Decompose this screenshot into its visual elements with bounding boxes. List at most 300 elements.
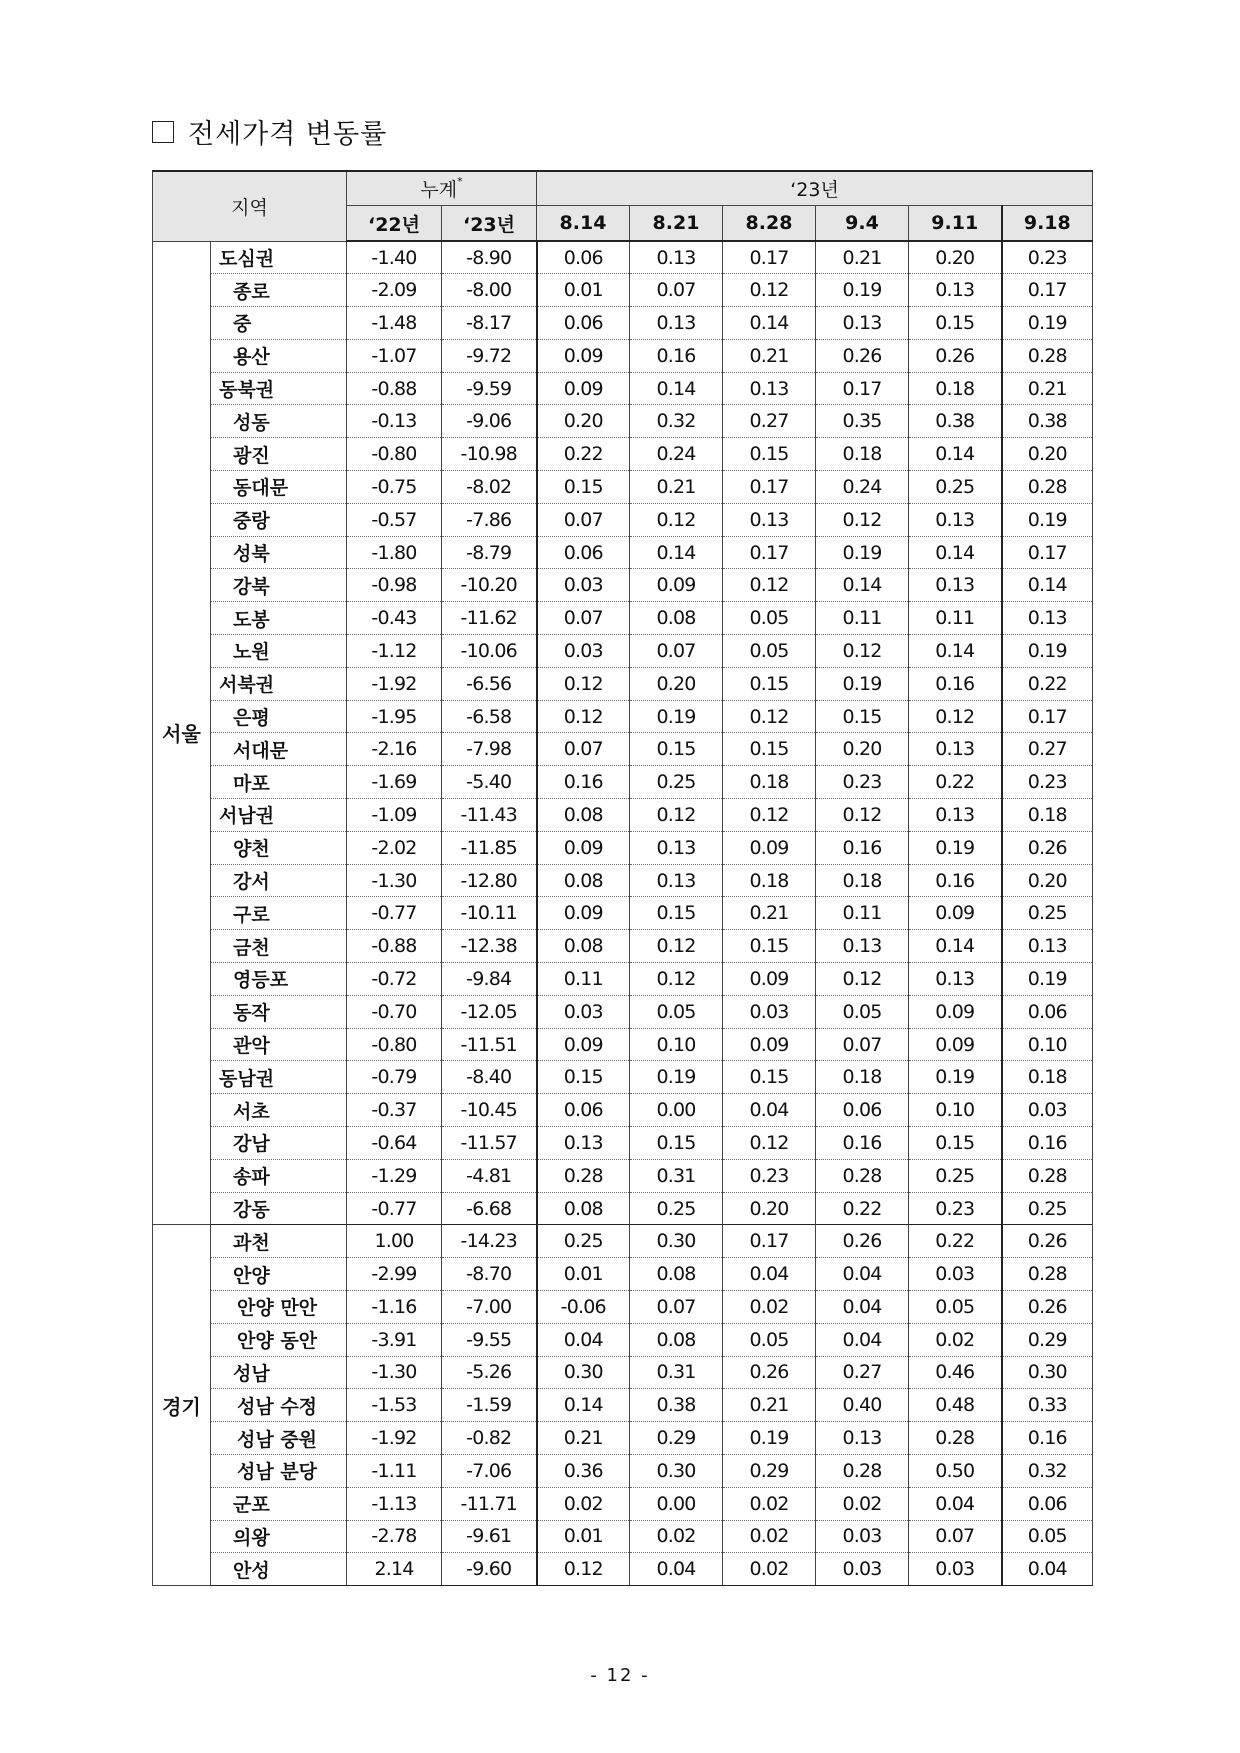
value-cell: 0.22 [909, 1225, 1002, 1258]
value-cell: -2.09 [347, 274, 442, 307]
region-name: 양천 [211, 831, 347, 864]
value-cell: 0.12 [723, 274, 816, 307]
value-cell: 0.03 [537, 635, 630, 668]
value-cell: 0.14 [909, 930, 1002, 963]
value-cell: 0.30 [1002, 1356, 1093, 1389]
value-cell: 0.13 [909, 569, 1002, 602]
region-name: 동남권 [211, 1061, 347, 1094]
value-cell: -1.29 [347, 1159, 442, 1192]
value-cell: 0.28 [537, 1159, 630, 1192]
value-cell: -4.81 [442, 1159, 537, 1192]
value-cell: 0.46 [909, 1356, 1002, 1389]
region-name: 영등포 [211, 963, 347, 996]
region-name: 노원 [211, 635, 347, 668]
value-cell: 0.06 [537, 536, 630, 569]
value-cell: 0.19 [630, 1061, 723, 1094]
value-cell: 0.12 [630, 799, 723, 832]
value-cell: 0.28 [1002, 1258, 1093, 1291]
value-cell: -11.85 [442, 831, 537, 864]
table-row [153, 1225, 1093, 1258]
value-cell: 0.20 [1002, 438, 1093, 471]
value-cell: -0.70 [347, 995, 442, 1028]
value-cell: -9.59 [442, 372, 537, 405]
value-cell: 0.15 [723, 733, 816, 766]
value-cell: 0.15 [723, 930, 816, 963]
table-row [153, 1094, 1093, 1127]
region-name: 용산 [211, 339, 347, 372]
value-cell: 0.06 [816, 1094, 909, 1127]
value-cell: 0.12 [630, 963, 723, 996]
value-cell: 0.16 [630, 339, 723, 372]
value-cell: -1.53 [347, 1389, 442, 1422]
value-cell: 0.09 [723, 831, 816, 864]
header-cumulative: 누계* [347, 171, 537, 206]
value-cell: 0.21 [537, 1422, 630, 1455]
value-cell: 0.09 [537, 1028, 630, 1061]
value-cell: 0.02 [723, 1553, 816, 1586]
value-cell: -8.40 [442, 1061, 537, 1094]
value-cell: -1.30 [347, 864, 442, 897]
value-cell: 0.12 [537, 667, 630, 700]
value-cell: 0.05 [909, 1291, 1002, 1324]
value-cell: -9.61 [442, 1520, 537, 1553]
value-cell: 0.13 [909, 733, 1002, 766]
value-cell: -1.40 [347, 241, 442, 274]
value-cell: 0.19 [909, 1061, 1002, 1094]
table-row [153, 1127, 1093, 1160]
value-cell: 0.09 [537, 897, 630, 930]
value-cell: 0.19 [723, 1422, 816, 1455]
value-cell: 0.09 [630, 569, 723, 602]
value-cell: -1.16 [347, 1291, 442, 1324]
value-cell: 0.13 [909, 274, 1002, 307]
value-cell: -7.00 [442, 1291, 537, 1324]
value-cell: 0.30 [630, 1454, 723, 1487]
value-cell: 0.09 [537, 372, 630, 405]
group-label: 경기 [153, 1225, 211, 1586]
value-cell: 0.12 [909, 700, 1002, 733]
region-name: 마포 [211, 766, 347, 799]
value-cell: 0.16 [816, 831, 909, 864]
value-cell: 0.15 [630, 733, 723, 766]
region-name: 성남 분당 [211, 1454, 347, 1487]
group-label: 서울 [153, 241, 211, 1225]
value-cell: 0.02 [630, 1520, 723, 1553]
value-cell: 0.13 [816, 930, 909, 963]
value-cell: 0.11 [537, 963, 630, 996]
table-row [153, 1356, 1093, 1389]
value-cell: 0.09 [537, 831, 630, 864]
header-col: ‘22년 [347, 206, 442, 242]
value-cell: 0.12 [816, 503, 909, 536]
value-cell: 0.03 [537, 995, 630, 1028]
value-cell: 0.19 [630, 700, 723, 733]
region-name: 성남 중원 [211, 1422, 347, 1455]
value-cell: 0.28 [1002, 471, 1093, 504]
table-row [153, 1061, 1093, 1094]
header-col: 8.21 [630, 206, 723, 242]
table-row [153, 831, 1093, 864]
value-cell: -1.92 [347, 667, 442, 700]
value-cell: 0.10 [1002, 1028, 1093, 1061]
value-cell: 0.02 [909, 1323, 1002, 1356]
value-cell: -1.09 [347, 799, 442, 832]
region-name: 성남 수정 [211, 1389, 347, 1422]
value-cell: 0.20 [630, 667, 723, 700]
region-name: 동대문 [211, 471, 347, 504]
value-cell: 0.15 [816, 700, 909, 733]
value-cell: -10.11 [442, 897, 537, 930]
value-cell: 0.08 [630, 1323, 723, 1356]
value-cell: -0.13 [347, 405, 442, 438]
value-cell: 0.33 [1002, 1389, 1093, 1422]
value-cell: 0.03 [909, 1258, 1002, 1291]
value-cell: 0.18 [723, 864, 816, 897]
value-cell: 0.04 [816, 1258, 909, 1291]
value-cell: 0.14 [816, 569, 909, 602]
value-cell: 0.12 [723, 799, 816, 832]
value-cell: 0.19 [816, 536, 909, 569]
value-cell: -9.72 [442, 339, 537, 372]
value-cell: -2.16 [347, 733, 442, 766]
checkbox-icon [152, 121, 174, 143]
value-cell: 0.14 [909, 438, 1002, 471]
region-name: 안양 [211, 1258, 347, 1291]
value-cell: 0.29 [630, 1422, 723, 1455]
value-cell: -9.06 [442, 405, 537, 438]
value-cell: 0.01 [537, 1520, 630, 1553]
value-cell: 0.13 [630, 307, 723, 340]
value-cell: 0.16 [1002, 1422, 1093, 1455]
region-name: 동북권 [211, 372, 347, 405]
value-cell: -0.43 [347, 602, 442, 635]
title-text: 전세가격 변동률 [188, 119, 388, 150]
value-cell: 0.08 [630, 1258, 723, 1291]
value-cell: 0.12 [816, 799, 909, 832]
value-cell: 1.00 [347, 1225, 442, 1258]
value-cell: 0.04 [537, 1323, 630, 1356]
value-cell: 0.02 [816, 1487, 909, 1520]
value-cell: 0.09 [537, 339, 630, 372]
value-cell: 0.23 [1002, 241, 1093, 274]
value-cell: 0.14 [537, 1389, 630, 1422]
value-cell: 0.20 [723, 1192, 816, 1225]
value-cell: 0.21 [816, 241, 909, 274]
value-cell: 0.07 [909, 1520, 1002, 1553]
value-cell: -2.02 [347, 831, 442, 864]
value-cell: 0.31 [630, 1356, 723, 1389]
table-row [153, 536, 1093, 569]
value-cell: -14.23 [442, 1225, 537, 1258]
value-cell: 0.15 [537, 1061, 630, 1094]
value-cell: 0.11 [816, 602, 909, 635]
value-cell: 0.24 [816, 471, 909, 504]
region-name: 금천 [211, 930, 347, 963]
region-name: 안성 [211, 1553, 347, 1586]
value-cell: 0.15 [909, 1127, 1002, 1160]
header-col: 9.11 [909, 206, 1002, 242]
table-row [153, 1422, 1093, 1455]
value-cell: -8.79 [442, 536, 537, 569]
value-cell: 0.04 [1002, 1553, 1093, 1586]
value-cell: 0.28 [1002, 339, 1093, 372]
region-name: 강북 [211, 569, 347, 602]
value-cell: -11.57 [442, 1127, 537, 1160]
value-cell: 0.13 [537, 1127, 630, 1160]
value-cell: 0.09 [909, 897, 1002, 930]
value-cell: -12.05 [442, 995, 537, 1028]
value-cell: 0.17 [1002, 274, 1093, 307]
value-cell: 0.21 [1002, 372, 1093, 405]
value-cell: 0.07 [537, 733, 630, 766]
value-cell: 0.13 [1002, 930, 1093, 963]
section-title [152, 112, 387, 151]
value-cell: 0.20 [816, 733, 909, 766]
value-cell: 0.09 [909, 995, 1002, 1028]
value-cell: 0.35 [816, 405, 909, 438]
region-name: 은평 [211, 700, 347, 733]
table-row [153, 569, 1093, 602]
value-cell: -0.88 [347, 930, 442, 963]
value-cell: 0.15 [723, 1061, 816, 1094]
value-cell: 0.40 [816, 1389, 909, 1422]
region-name: 안양 동안 [211, 1323, 347, 1356]
value-cell: 0.17 [723, 471, 816, 504]
value-cell: 0.17 [1002, 536, 1093, 569]
value-cell: -0.77 [347, 1192, 442, 1225]
value-cell: 0.22 [537, 438, 630, 471]
value-cell: 0.25 [1002, 1192, 1093, 1225]
value-cell: 0.25 [909, 471, 1002, 504]
value-cell: 0.08 [537, 864, 630, 897]
value-cell: -8.17 [442, 307, 537, 340]
value-cell: 0.05 [723, 1323, 816, 1356]
value-cell: 0.27 [723, 405, 816, 438]
value-cell: 0.29 [1002, 1323, 1093, 1356]
value-cell: 0.06 [537, 241, 630, 274]
value-cell: 0.09 [909, 1028, 1002, 1061]
value-cell: 0.08 [630, 602, 723, 635]
value-cell: 0.07 [630, 635, 723, 668]
value-cell: 0.14 [1002, 569, 1093, 602]
value-cell: 0.25 [537, 1225, 630, 1258]
value-cell: 0.00 [630, 1487, 723, 1520]
region-name: 구로 [211, 897, 347, 930]
table-row [153, 274, 1093, 307]
value-cell: -0.80 [347, 438, 442, 471]
value-cell: 0.01 [537, 274, 630, 307]
value-cell: 0.08 [537, 1192, 630, 1225]
value-cell: 0.23 [816, 766, 909, 799]
value-cell: 0.23 [909, 1192, 1002, 1225]
value-cell: 0.26 [1002, 831, 1093, 864]
table-row [153, 1258, 1093, 1291]
value-cell: 0.19 [1002, 963, 1093, 996]
value-cell: 0.27 [816, 1356, 909, 1389]
value-cell: -0.72 [347, 963, 442, 996]
header-col: ‘23년 [442, 206, 537, 242]
value-cell: 0.07 [537, 503, 630, 536]
value-cell: 0.17 [816, 372, 909, 405]
value-cell: -0.88 [347, 372, 442, 405]
region-name: 도봉 [211, 602, 347, 635]
value-cell: 0.21 [723, 339, 816, 372]
table-row [153, 503, 1093, 536]
table-row [153, 1159, 1093, 1192]
value-cell: 0.16 [1002, 1127, 1093, 1160]
value-cell: 0.26 [723, 1356, 816, 1389]
value-cell: 0.32 [630, 405, 723, 438]
value-cell: 0.10 [630, 1028, 723, 1061]
value-cell: 0.25 [630, 766, 723, 799]
value-cell: 0.48 [909, 1389, 1002, 1422]
value-cell: 0.20 [537, 405, 630, 438]
value-cell: 2.14 [347, 1553, 442, 1586]
value-cell: -0.79 [347, 1061, 442, 1094]
value-cell: 0.19 [1002, 307, 1093, 340]
region-name: 성남 [211, 1356, 347, 1389]
value-cell: 0.15 [723, 438, 816, 471]
value-cell: 0.16 [816, 1127, 909, 1160]
value-cell: -2.78 [347, 1520, 442, 1553]
value-cell: 0.15 [630, 897, 723, 930]
value-cell: 0.04 [723, 1094, 816, 1127]
region-name: 서초 [211, 1094, 347, 1127]
value-cell: 0.13 [630, 831, 723, 864]
value-cell: -7.86 [442, 503, 537, 536]
value-cell: -0.37 [347, 1094, 442, 1127]
value-cell: 0.18 [1002, 799, 1093, 832]
value-cell: 0.23 [723, 1159, 816, 1192]
table-row [153, 1520, 1093, 1553]
value-cell: 0.26 [909, 339, 1002, 372]
value-cell: 0.25 [909, 1159, 1002, 1192]
value-cell: -7.06 [442, 1454, 537, 1487]
value-cell: -0.57 [347, 503, 442, 536]
value-cell: 0.30 [537, 1356, 630, 1389]
table-row [153, 1192, 1093, 1225]
value-cell: 0.01 [537, 1258, 630, 1291]
table-row [153, 339, 1093, 372]
value-cell: -7.98 [442, 733, 537, 766]
value-cell: 0.18 [816, 864, 909, 897]
value-cell: 0.21 [723, 897, 816, 930]
table-row [153, 667, 1093, 700]
value-cell: 0.06 [537, 307, 630, 340]
value-cell: 0.26 [1002, 1291, 1093, 1324]
value-cell: 0.04 [816, 1291, 909, 1324]
value-cell: 0.13 [630, 241, 723, 274]
value-cell: -11.62 [442, 602, 537, 635]
value-cell: -1.69 [347, 766, 442, 799]
value-cell: -1.95 [347, 700, 442, 733]
region-name: 과천 [211, 1225, 347, 1258]
table-row [153, 930, 1093, 963]
value-cell: -0.75 [347, 471, 442, 504]
value-cell: 0.19 [1002, 635, 1093, 668]
value-cell: 0.28 [909, 1422, 1002, 1455]
table-row [153, 1323, 1093, 1356]
value-cell: -10.98 [442, 438, 537, 471]
value-cell: 0.28 [1002, 1159, 1093, 1192]
value-cell: 0.17 [723, 536, 816, 569]
value-cell: 0.14 [909, 635, 1002, 668]
value-cell: 0.07 [630, 1291, 723, 1324]
value-cell: 0.22 [816, 1192, 909, 1225]
value-cell: -0.80 [347, 1028, 442, 1061]
value-cell: 0.07 [630, 274, 723, 307]
value-cell: 0.13 [909, 503, 1002, 536]
page-number: - 12 - [590, 1665, 650, 1686]
value-cell: 0.28 [816, 1159, 909, 1192]
value-cell: 0.36 [537, 1454, 630, 1487]
value-cell: 0.22 [1002, 667, 1093, 700]
value-cell: -1.13 [347, 1487, 442, 1520]
value-cell: 0.17 [1002, 700, 1093, 733]
value-cell: 0.28 [816, 1454, 909, 1487]
value-cell: -9.60 [442, 1553, 537, 1586]
value-cell: -8.70 [442, 1258, 537, 1291]
value-cell: 0.12 [630, 503, 723, 536]
value-cell: 0.11 [909, 602, 1002, 635]
value-cell: 0.13 [723, 503, 816, 536]
value-cell: 0.15 [909, 307, 1002, 340]
value-cell: 0.02 [537, 1487, 630, 1520]
value-cell: 0.18 [816, 1061, 909, 1094]
value-cell: 0.04 [723, 1258, 816, 1291]
header-region: 지역 [153, 171, 347, 241]
value-cell: 0.11 [816, 897, 909, 930]
region-name: 의왕 [211, 1520, 347, 1553]
region-name: 강남 [211, 1127, 347, 1160]
value-cell: 0.02 [723, 1487, 816, 1520]
value-cell: 0.12 [630, 930, 723, 963]
value-cell: -6.56 [442, 667, 537, 700]
value-cell: -3.91 [347, 1323, 442, 1356]
value-cell: -1.59 [442, 1389, 537, 1422]
value-cell: -0.98 [347, 569, 442, 602]
table-row [153, 864, 1093, 897]
table-row [153, 799, 1093, 832]
table-row [153, 241, 1093, 274]
value-cell: 0.30 [630, 1225, 723, 1258]
table-row [153, 635, 1093, 668]
value-cell: 0.12 [723, 569, 816, 602]
value-cell: 0.13 [909, 963, 1002, 996]
value-cell: -0.82 [442, 1422, 537, 1455]
value-cell: 0.14 [909, 536, 1002, 569]
value-cell: 0.25 [1002, 897, 1093, 930]
header-col: 9.18 [1002, 206, 1093, 242]
value-cell: 0.05 [816, 995, 909, 1028]
value-cell: -1.80 [347, 536, 442, 569]
value-cell: -1.48 [347, 307, 442, 340]
value-cell: 0.23 [1002, 766, 1093, 799]
value-cell: -8.00 [442, 274, 537, 307]
value-cell: 0.03 [723, 995, 816, 1028]
value-cell: 0.13 [909, 799, 1002, 832]
value-cell: -1.12 [347, 635, 442, 668]
value-cell: 0.26 [1002, 1225, 1093, 1258]
value-cell: -9.84 [442, 963, 537, 996]
region-name: 중 [211, 307, 347, 340]
value-cell: 0.02 [723, 1520, 816, 1553]
table-row [153, 1454, 1093, 1487]
region-name: 성북 [211, 536, 347, 569]
value-cell: 0.18 [723, 766, 816, 799]
region-name: 성동 [211, 405, 347, 438]
value-cell: 0.06 [537, 1094, 630, 1127]
